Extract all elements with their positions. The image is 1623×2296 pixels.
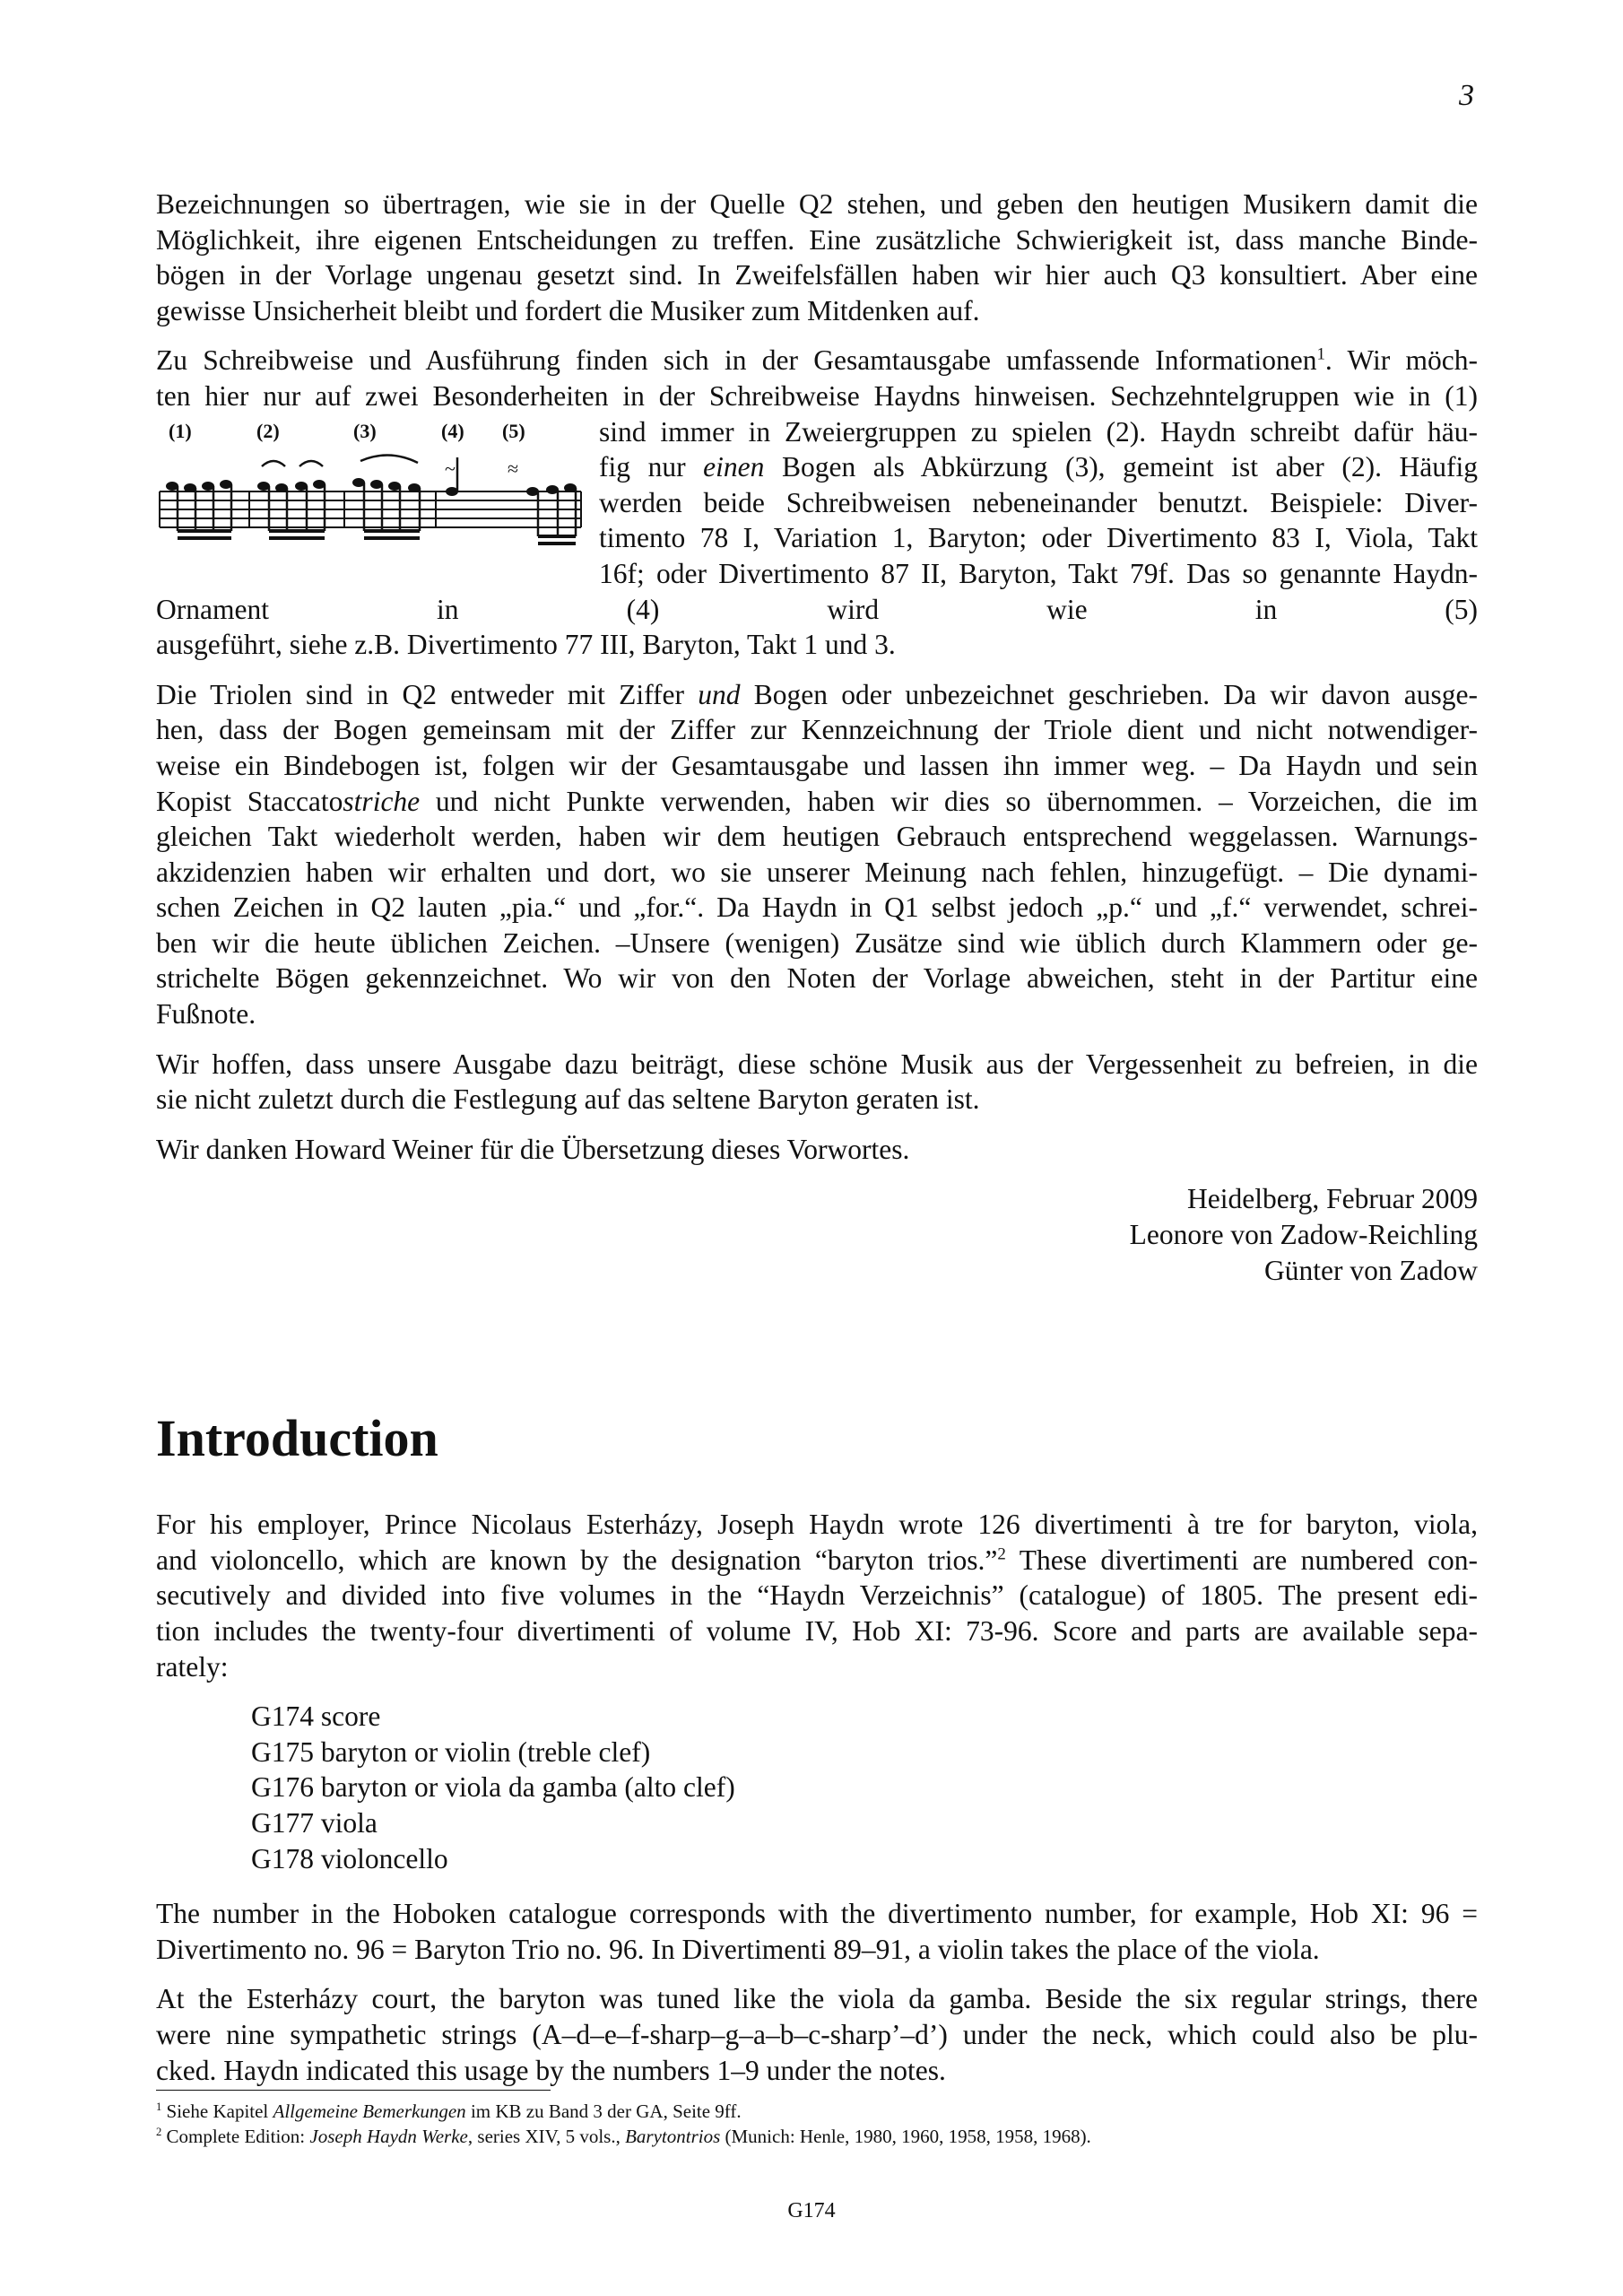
text-line: For his employer, Prince Nicolaus Esterházy, Joseph Haydn wrote 126 divertimenti à tre for baryton, viola, <box>156 1509 1478 1541</box>
german-paragraph-5 <box>156 1132 1478 1168</box>
list-item: G174 score <box>251 1700 381 1733</box>
text-line: Fußnote. <box>156 998 256 1031</box>
german-paragraph-1 <box>156 187 1478 328</box>
text-line: cked. Haydn indicated this usage by the numbers 1–9 under the notes. <box>156 2054 946 2086</box>
page-footer: G174 <box>787 2199 836 2222</box>
text-line: sie nicht zuletzt durch die Festlegung auf das seltene Baryton geraten ist. <box>156 1083 980 1116</box>
svg-text:≈: ≈ <box>508 457 519 480</box>
text-line: The number in the Hoboken catalogue corresponds with the divertimento number, for example, Hob XI: 96 = <box>156 1898 1478 1930</box>
text-line: Kopist Staccatostriche und nicht Punkte verwenden, haben wir dies so übernommen. – Vorzeichen, die im <box>156 785 1478 817</box>
music-label-1: (1) <box>169 419 192 442</box>
music-label-5: (5) <box>502 419 525 442</box>
text-line: gleichen Takt wiederholt werden, haben wir dem heutigen Gebrauch entsprechend weggelassen. Warnungs- <box>156 821 1478 853</box>
signature-place-date: Heidelberg, Februar 2009 <box>1187 1183 1478 1215</box>
list-item: G177 viola <box>251 1806 378 1839</box>
signature-author-1: Leonore von Zadow-Reichling <box>1129 1219 1478 1251</box>
text-line: At the Esterházy court, the baryton was tuned like the viola da gamba. Beside the six regular strings, there <box>156 1983 1478 2015</box>
german-paragraph-2 <box>156 343 1478 662</box>
note-heads <box>166 478 577 496</box>
text-line: timento 78 I, Variation 1, Baryton; oder Divertimento 83 I, Viola, Takt <box>599 522 1478 554</box>
footnote-divider <box>156 2090 551 2091</box>
section-heading: Introduction <box>156 1409 438 1468</box>
english-paragraph-3 <box>156 1981 1478 2088</box>
text-line: ten hier nur auf zwei Besonderheiten in der Schreibweise Haydns hinweisen. Sechzehntelgruppen wie in (1) <box>156 379 1478 412</box>
text-line: Zu Schreibweise und Ausführung finden sich in der Gesamtausgabe umfassende Informationen$^1$. Wir möch- <box>156 344 1478 377</box>
main-content <box>156 187 1478 2102</box>
music-example <box>156 416 585 558</box>
footnote-1: $^1$ Siehe Kapitel Allgemeine Bemerkungen im KB zu Band 3 der GA, Seite 9ff. <box>156 2100 742 2122</box>
text-line: Divertimento no. 96 = Baryton Trio no. 96. In Divertimenti 89–91, a violin takes the place of the viola. <box>156 1933 1320 1965</box>
svg-text:~: ~ <box>445 457 456 480</box>
text-line: Die Triolen sind in Q2 entweder mit Ziffer und Bogen oder unbezeichnet geschrieben. Da wir davon ausge- <box>156 678 1478 710</box>
english-paragraph-1 <box>156 1507 1478 1684</box>
text-line: 16f; oder Divertimento 87 II, Baryton, Takt 79f. Das so genannte Haydn-Ornament in (4) wird wie in (5) <box>156 557 1478 625</box>
text-line: fig nur einen Bogen als Abkürzung (3), gemeint ist aber (2). Häufig <box>599 451 1479 483</box>
signature-author-2: Günter von Zadow <box>1264 1254 1478 1286</box>
signature-block <box>156 1181 1478 1288</box>
staff-lines <box>160 491 581 527</box>
footnote-ref-2: 2 <box>997 1544 1006 1564</box>
music-label-3: (3) <box>353 419 377 442</box>
text-line: ben wir die heute üblichen Zeichen. –Unsere (wenigen) Zusätze sind wie üblich durch Klammern oder ge- <box>156 926 1478 959</box>
footnote-2: $^2$ Complete Edition: Joseph Haydn Werke, series XIV, 5 vols., Barytontrios (Munich: Henle, 1980, 1960, 1958, 1958, 1968). <box>156 2126 1091 2147</box>
text-line: were nine sympathetic strings (A–d–e–f-sharp–g–a–b–c-sharp’–d’) under the neck, which could also be plu- <box>156 2018 1478 2050</box>
text-line: tion includes the twenty-four divertimenti of volume IV, Hob XI: 73-96. Score and parts are available sepa- <box>156 1615 1478 1647</box>
music-label-4: (4) <box>441 419 464 442</box>
text-line: bögen in der Vorlage ungenau gesetzt sind. In Zweifelsfällen haben wir hier auch Q3 konsultiert. Aber eine <box>156 259 1478 291</box>
text-line: gewisse Unsicherheit bleibt und fordert die Musiker zum Mitdenken auf. <box>156 294 980 326</box>
german-paragraph-4 <box>156 1047 1478 1118</box>
page-number: 3 <box>1459 79 1474 112</box>
text-line: werden beide Schreibweisen nebeneinander benutzt. Beispiele: Diver- <box>599 486 1478 518</box>
music-label-2: (2) <box>256 419 280 442</box>
text-line: ausgeführt, siehe z.B. Divertimento 77 III, Baryton, Takt 1 und 3. <box>156 629 896 661</box>
footnotes <box>156 2099 1478 2149</box>
text-line: strichelte Bögen gekennzeichnet. Wo wir von den Noten der Vorlage abweichen, steht in der Partitur eine <box>156 962 1478 995</box>
text-line: secutively and divided into five volumes in the “Haydn Verzeichnis” (catalogue) of 1805. The present edi- <box>156 1579 1478 1612</box>
text-line: Wir danken Howard Weiner für die Übersetzung dieses Vorwortes. <box>156 1133 910 1165</box>
text-line: akzidenzien haben wir erhalten und dort, wo sie unserer Meinung nach fehlen, hinzugefügt. – Die dynami- <box>156 856 1478 888</box>
list-item: G176 baryton or viola da gamba (alto clef) <box>251 1771 735 1804</box>
ornament-signs <box>445 457 518 480</box>
text-line: hen, dass der Bogen gemeinsam mit der Ziffer zur Kennzeichnung der Triole dient und nicht notwendiger- <box>156 714 1478 746</box>
parts-list <box>251 1699 1478 1876</box>
german-paragraph-3 <box>156 677 1478 1032</box>
list-item: G178 violoncello <box>251 1842 448 1874</box>
text-line: Wir hoffen, dass unsere Ausgabe dazu beiträgt, diese schöne Musik aus der Vergessenheit zu befreien, in die <box>156 1048 1478 1080</box>
text-line: weise ein Bindebogen ist, folgen wir der Gesamtausgabe und lassen ihn immer weg. – Da Haydn und sein <box>156 749 1478 781</box>
list-item: G175 baryton or violin (treble clef) <box>251 1735 651 1768</box>
text-line: Bezeichnungen so übertragen, wie sie in der Quelle Q2 stehen, und geben den heutigen Musikern damit die <box>156 188 1478 220</box>
text-line: Möglichkeit, ihre eigenen Entscheidungen zu treffen. Eine zusätzliche Schwierigkeit ist, dass manche Binde- <box>156 223 1478 256</box>
text-line: and violoncello, which are known by the designation “baryton trios.”$^2$ These divertimenti are numbered con- <box>156 1544 1478 1576</box>
text-line: schen Zeichen in Q2 lauten „pia.“ und „for.“. Da Haydn in Q1 selbst jedoch „p.“ und „f.“ verwendet, schrei- <box>156 891 1478 924</box>
english-paragraph-2 <box>156 1896 1478 1967</box>
footnote-ref-1: 1 <box>1316 344 1325 364</box>
text-line: sind immer in Zweiergruppen zu spielen (2). Haydn schreibt dafür häu- <box>599 415 1478 448</box>
text-line: rately: <box>156 1650 229 1683</box>
